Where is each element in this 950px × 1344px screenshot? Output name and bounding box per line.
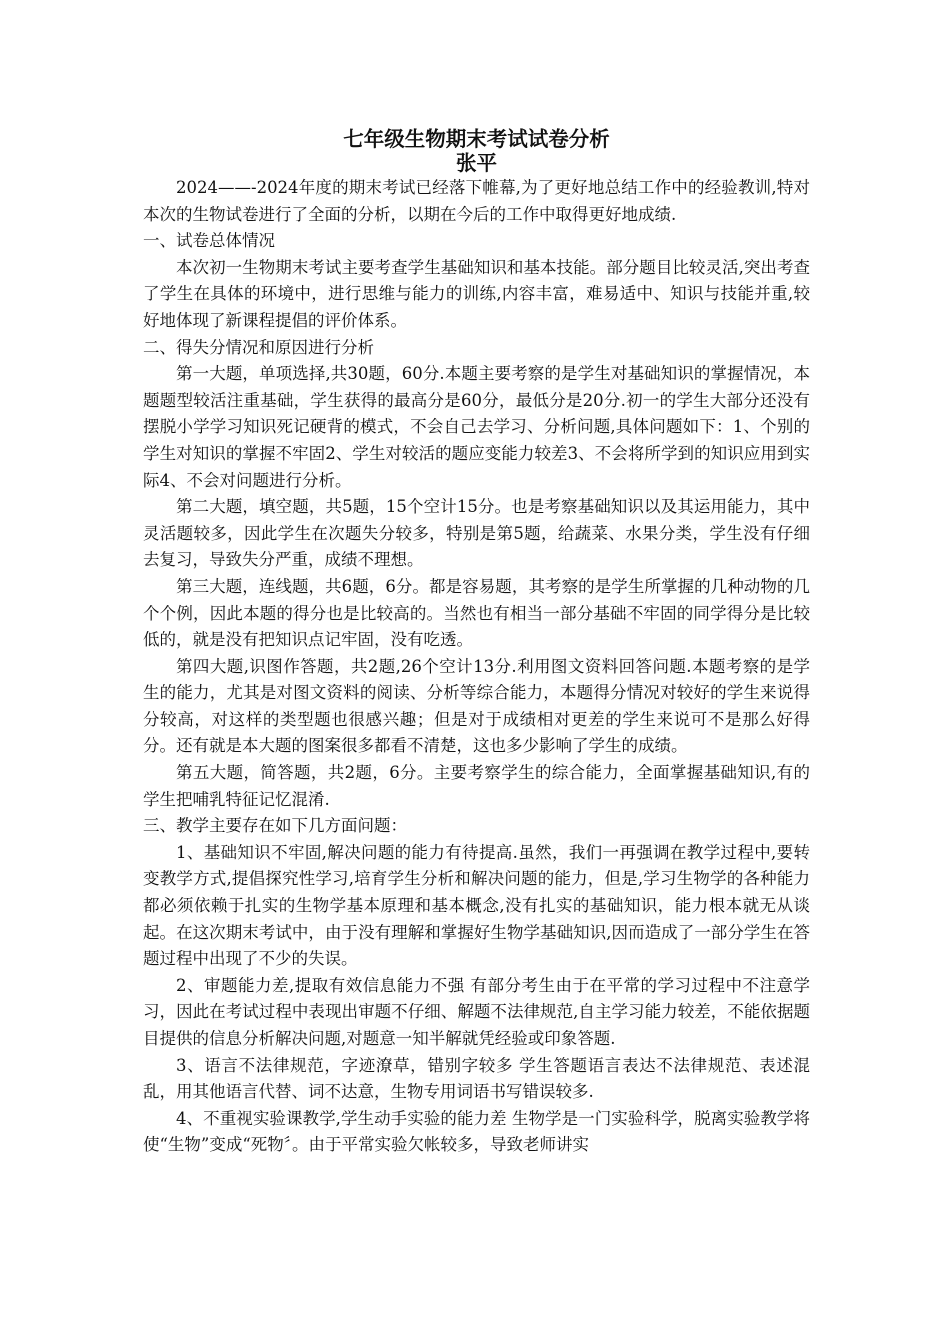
section-2-paragraph-2: 第二大题，填空题，共5题，15个空计15分。也是考察基础知识以及其运用能力，其中灵活题较多，因此学生在次题失分较多，特别是第5题，给蔬菜、水果分类，学生没有仔细去复习，导致失分严重，成绩不理想。 — [143, 497, 810, 570]
section-3-heading: 三、教学主要存在如下几方面问题： — [143, 816, 407, 836]
document-author: 张平 — [456, 151, 497, 175]
section-3-paragraph-1: 1、基础知识不牢固,解决问题的能力有待提高.虽然，我们一再强调在教学过程中,要转变教学方式,提倡探究性学习,培育学生分析和解决问题的能力，但是,学习生物学的各种能力都必须依赖于扎实的生物学基本原理和基本概念,没有扎实的基础知识，能力根本就无从谈起。在这次期末考试中，由于没有理解和掌握好生物学基础知识,因而造成了一部分学生在答题过程中出现了不少的失误。 — [143, 842, 810, 969]
section-2-paragraph-5: 第五大题，简答题，共2题，6分。主要考察学生的综合能力，全面掌握基础知识,有的学生把哺乳特征记忆混淆. — [143, 763, 810, 809]
section-2-heading: 二、得失分情况和原因进行分析 — [143, 337, 374, 357]
intro-paragraph: 2024——-2024年度的期末考试已经落下帷幕,为了更好地总结工作中的经验教训,特对本次的生物试卷进行了全面的分析，以期在今后的工作中取得更好地成绩. — [143, 178, 810, 224]
section-2-paragraph-4: 第四大题,识图作答题，共2题,26个空计13分.利用图文资料回答问题.本题考察的是学生的能力，尤其是对图文资料的阅读、分析等综合能力，本题得分情况对较好的学生来说得分较高，对这样的类型题也很感兴趣；但是对于成绩相对更差的学生来说可不是那么好得分。还有就是本大题的图案很多都看不清楚，这也多少影响了学生的成绩。 — [143, 656, 810, 756]
section-3-paragraph-3: 3、语言不法律规范，字迹潦草，错别字较多 学生答题语言表达不法律规范、表述混乱，用其他语言代替、词不达意，生物专用词语书写错误较多. — [143, 1055, 810, 1102]
section-1-paragraph-1: 本次初一生物期末考试主要考查学生基础知识和基本技能。部分题目比较灵活,突出考查了学生在具体的环境中，进行思维与能力的训练,内容丰富，难易适中、知识与技能并重,较好地体现了新课程提倡的评价体系。 — [143, 257, 810, 330]
section-3-paragraph-4: 4、不重视实验课教学,学生动手实验的能力差 生物学是一门实验科学，脱离实验教学将使“生物”变成“死物〞。由于平常实验欠帐较多，导致老师讲实 — [143, 1108, 810, 1155]
section-2-paragraph-1: 第一大题，单项选择,共30题，60分.本题主要考察的是学生对基础知识的掌握情况，本题题型较活注重基础，学生获得的最高分是60分，最低分是20分.初一的学生大部分还没有摆脱小学学习知识死记硬背的模式，不会自己去学习、分析问题,具体问题如下：1、个别的学生对知识的掌握不牢固2、学生对较活的题应变能力较差3、不会将所学到的知识应用到实际4、不会对问题进行分析。 — [143, 364, 810, 490]
section-1-heading: 一、试卷总体情况 — [143, 231, 275, 251]
document-title: 七年级生物期末考试试卷分析 — [343, 127, 610, 151]
document-body — [143, 126, 810, 1159]
section-2-paragraph-3: 第三大题，连线题，共6题，6分。都是容易题，其考察的是学生所掌握的几种动物的几个个例，因此本题的得分也是比较高的。当然也有相当一部分基础不牢固的同学得分是比较低的，就是没有把知识点记牢固，没有吃透。 — [143, 576, 810, 650]
section-3-paragraph-2: 2、审题能力差,提取有效信息能力不强 有部分考生由于在平常的学习过程中不注意学习，因此在考试过程中表现出审题不仔细、解题不法律规范,自主学习能力较差，不能依据题目提供的信息分析解决问题,对题意一知半解就凭经验或印象答题. — [143, 975, 810, 1048]
